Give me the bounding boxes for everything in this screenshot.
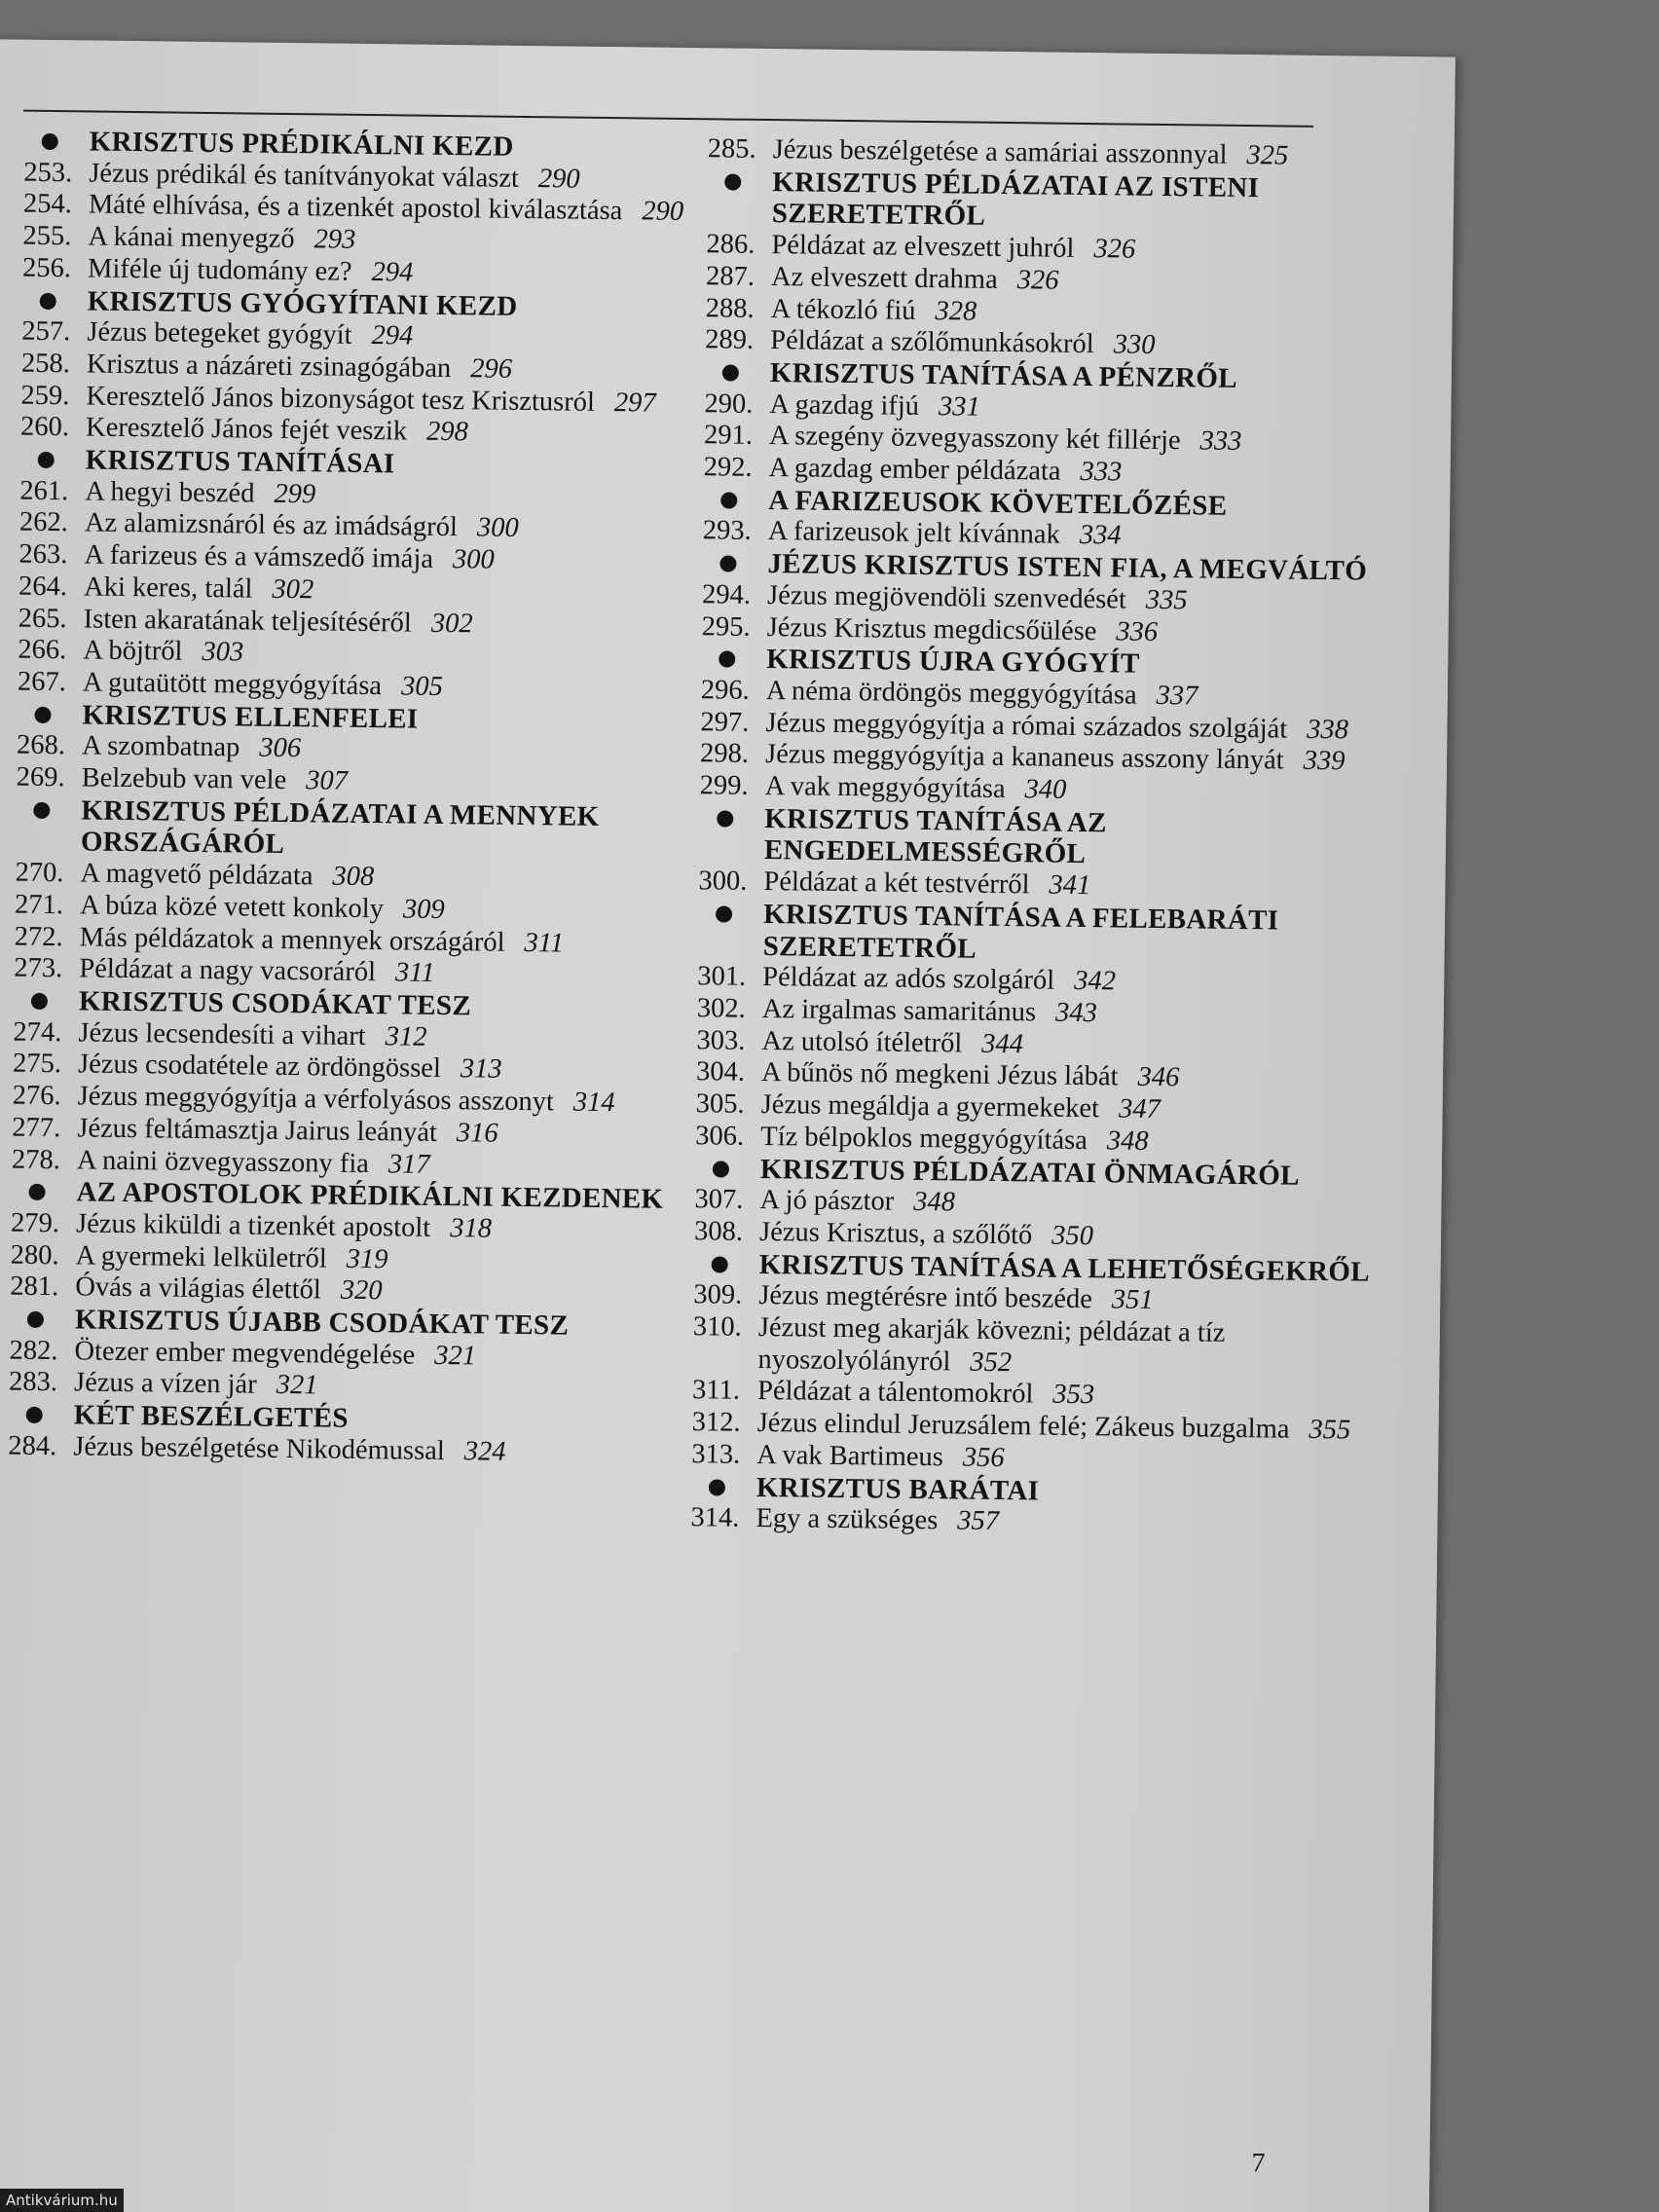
entry-page: 306	[259, 733, 302, 764]
entry-number: 306.	[695, 1120, 745, 1152]
entry-number: 262.	[18, 507, 68, 538]
entry-title: Jézus beszélgetése Nikodémussal	[73, 1431, 445, 1466]
entry-page: 333	[1199, 425, 1242, 458]
entry-number: 265.	[18, 603, 67, 634]
entry-page: 339	[1303, 746, 1346, 777]
entry-page: 312	[385, 1020, 427, 1052]
entry-number: 307.	[694, 1184, 744, 1215]
entry-number: 292.	[703, 452, 753, 483]
entry-title: Más példázatok a mennyek országáról	[79, 922, 505, 958]
entry-title: Krisztus a názáreti zsinagógában	[86, 349, 452, 384]
entry-page: 300	[476, 512, 519, 544]
entry-number: 301.	[697, 961, 747, 993]
entry-page: 352	[970, 1346, 1013, 1378]
entry-title: Keresztelő János bizonyságot tesz Krisztusról	[86, 381, 596, 418]
entry-title: Példázat a két testvérről	[763, 866, 1030, 901]
page-number: 7	[1251, 2148, 1266, 2179]
entry-title: Jézus Krisztus megdicsőülése	[766, 611, 1097, 646]
entry-page: 330	[1113, 329, 1156, 361]
entry-title: Keresztelő János fejét veszik	[85, 412, 408, 447]
entry-page: 290	[537, 163, 580, 195]
entry-title: Jézus megtérésre intő beszéde	[758, 1280, 1093, 1315]
entry-title: Belzebub van vele	[81, 762, 287, 796]
entry-number: 303.	[696, 1024, 746, 1056]
entry-title: A farizeus és a vámszedő imája	[84, 539, 434, 574]
entry-number: 270.	[15, 857, 64, 889]
entry-number: 260.	[19, 411, 70, 443]
entry-title: Példázat a nagy vacsoráról	[79, 953, 377, 988]
entry-title: Példázat az elveszett juhról	[771, 230, 1075, 264]
bullet-icon	[720, 492, 737, 508]
section-title: KRISZTUS PÉLDÁZATAI ÖNMAGÁRÓL	[759, 1153, 1300, 1192]
entry-number: 285.	[707, 133, 756, 165]
entry-page: 342	[1073, 966, 1117, 997]
entry-number: 312.	[691, 1407, 741, 1438]
entry-page: 335	[1145, 584, 1188, 616]
section-title: KRISZTUS ELLENFELEI	[82, 699, 419, 735]
entry-number: 258.	[20, 348, 70, 380]
entry-page: 340	[1024, 774, 1067, 805]
entry-number: 286.	[706, 229, 756, 260]
entry-title: A jó pásztor	[759, 1185, 895, 1217]
entry-page: 317	[387, 1148, 430, 1180]
entry-page: 297	[613, 387, 656, 419]
entry-number: 254.	[22, 189, 72, 220]
entry-number: 308.	[693, 1216, 744, 1247]
section-title: KRISZTUS PRÉDIKÁLNI KEZD	[89, 126, 514, 163]
entry-number: 311.	[691, 1375, 741, 1407]
left-column	[8, 126, 686, 1471]
entry-number: 288.	[705, 292, 755, 324]
entry-number: 284.	[8, 1430, 57, 1462]
entry-page: 324	[463, 1436, 506, 1467]
entry-title: A néma ördöngös meggyógyítása	[765, 675, 1137, 711]
entry-number: 279.	[10, 1207, 60, 1239]
entry-page: 294	[371, 320, 414, 351]
section-heading	[697, 898, 1380, 970]
entry-title: Jézus meggyógyítja a római százados szolgáját	[765, 707, 1288, 745]
bullet-icon	[38, 452, 55, 468]
entry-number: 295.	[701, 610, 751, 643]
bullet-icon	[42, 133, 58, 150]
bullet-icon	[27, 1311, 44, 1328]
entry-title: Jézus feltámasztja Jairus leányát	[77, 1113, 438, 1148]
entry-title: A vak Bartimeus	[756, 1439, 944, 1473]
entry-page: 302	[272, 573, 314, 606]
bullet-icon	[26, 1407, 43, 1423]
entry-title: Óvás a világias élettől	[75, 1272, 321, 1306]
bullet-icon	[724, 173, 741, 190]
entry-number: 291.	[703, 420, 754, 452]
bullet-icon	[716, 905, 732, 922]
entry-number: 268.	[16, 729, 66, 761]
section-title: KRISZTUS PÉLDÁZATAI A MENNYEK ORSZÁGÁRÓL	[80, 794, 600, 861]
bullet-icon	[722, 364, 739, 381]
entry-title: Jézus csodatétele az ördöngössel	[77, 1049, 442, 1085]
section-title: KRISZTUS ÚJABB CSODÁKAT TESZ	[74, 1304, 570, 1342]
entry-number: 294.	[701, 579, 752, 610]
entry-number: 281.	[10, 1271, 59, 1303]
entry-page: 311	[524, 927, 565, 959]
bullet-icon	[28, 1184, 45, 1200]
section-title: KRISZTUS PÉLDÁZATAI AZ ISTENI SZERETETRŐL	[771, 166, 1260, 233]
entry-page: 333	[1080, 456, 1123, 488]
toc-entry	[8, 1430, 670, 1470]
entry-number: 283.	[8, 1367, 58, 1398]
entry-page: 302	[430, 608, 473, 639]
entry-title: A farizeusok jelt kívánnak	[767, 516, 1060, 551]
entry-title: Tíz bélpoklos meggyógyítása	[760, 1121, 1088, 1156]
entry-page: 290	[642, 196, 684, 228]
bullet-icon	[719, 556, 736, 572]
entry-number: 277.	[12, 1112, 61, 1144]
entry-page: 338	[1307, 714, 1349, 745]
bullet-icon	[33, 802, 50, 819]
entry-number: 264.	[18, 571, 68, 603]
entry-number: 300.	[698, 866, 748, 897]
entry-page: 308	[332, 861, 375, 893]
entry-number: 273.	[14, 952, 63, 984]
entry-title: Egy a szükséges	[756, 1503, 939, 1536]
entry-page: 346	[1137, 1062, 1180, 1093]
entry-page: 296	[470, 353, 513, 385]
entry-number: 267.	[17, 666, 66, 698]
entry-number: 275.	[12, 1048, 62, 1080]
entry-number: 296.	[700, 675, 750, 706]
entry-page: 334	[1079, 520, 1122, 551]
entry-page: 314	[572, 1087, 615, 1119]
entry-title: Jézus beszélgetése a samáriai asszonnyal	[772, 134, 1228, 170]
toc-entry	[692, 1311, 1375, 1383]
entry-number: 298.	[699, 738, 750, 770]
entry-page: 326	[1016, 264, 1059, 296]
entry-title: A hegyi beszéd	[85, 476, 255, 509]
entry-title: A böjtről	[83, 635, 183, 667]
entry-page: 351	[1111, 1284, 1154, 1316]
entry-number: 272.	[14, 921, 63, 952]
entry-number: 299.	[699, 770, 749, 801]
entry-page: 356	[962, 1442, 1005, 1473]
header-rule	[23, 110, 1313, 128]
entry-number: 274.	[13, 1016, 62, 1048]
entry-page: 337	[1156, 680, 1198, 712]
entry-page: 331	[938, 390, 980, 423]
section-heading	[16, 793, 679, 866]
section-title: KRISZTUS CSODÁKAT TESZ	[78, 985, 472, 1022]
entry-title: Példázat a szőlőmunkásokról	[770, 325, 1094, 360]
entry-page: 303	[202, 637, 244, 668]
entry-number: 280.	[10, 1239, 59, 1271]
entry-number: 290.	[704, 387, 754, 420]
entry-page: 344	[981, 1028, 1024, 1059]
section-heading	[707, 166, 1389, 238]
entry-page: 321	[434, 1340, 477, 1372]
entry-page: 326	[1093, 234, 1136, 265]
section-title: KRISZTUS TANÍTÁSA A FELEBARÁTI SZERETETRŐL	[762, 898, 1279, 965]
section-title: KÉT BESZÉLGETÉS	[73, 1399, 349, 1434]
entry-page: 343	[1054, 997, 1098, 1029]
entry-page: 313	[460, 1053, 502, 1086]
entry-title: Miféle új tudomány ez?	[87, 253, 352, 287]
entry-title: Példázat a tálentomokról	[756, 1376, 1034, 1410]
bullet-icon	[717, 810, 733, 827]
entry-page: 353	[1052, 1380, 1095, 1411]
entry-title: A naini özvegyasszony fia	[76, 1144, 370, 1179]
section-title: AZ APOSTOLOK PRÉDIKÁLNI KEZDENEK	[76, 1176, 664, 1215]
entry-title: Isten akaratának teljesítéséről	[83, 604, 412, 639]
entry-number: 314.	[690, 1502, 740, 1533]
entry-page: 347	[1118, 1093, 1161, 1125]
bullet-icon	[34, 707, 51, 723]
entry-title: Jézus meggyógyítja a vérfolyásos asszonyt	[77, 1081, 555, 1118]
section-heading	[699, 802, 1382, 874]
entry-title: A magvető példázata	[80, 858, 313, 892]
entry-title: Az alamizsnáról és az imádságról	[84, 507, 459, 543]
entry-number: 309.	[693, 1279, 743, 1311]
entry-title: A kánai menyegző	[88, 221, 295, 255]
entry-title: Jézus a vízen jár	[73, 1367, 257, 1401]
entry-number: 255.	[22, 220, 72, 252]
entry-page: 350	[1051, 1220, 1094, 1252]
entry-page: 318	[450, 1213, 493, 1244]
entry-title: Jézus megáldja a gyermekeket	[760, 1089, 1100, 1124]
entry-page: 307	[306, 765, 349, 796]
entry-number: 313.	[691, 1438, 741, 1470]
entry-page: 305	[400, 671, 443, 702]
entry-number: 304.	[695, 1056, 746, 1088]
entry-number: 289.	[705, 324, 755, 356]
entry-title: Jézus betegeket gyógyít	[87, 316, 352, 351]
entry-page: 300	[452, 544, 495, 575]
section-title: JÉZUS KRISZTUS ISTEN FIA, A MEGVÁLTÓ	[767, 548, 1368, 587]
entry-number: 253.	[23, 157, 73, 188]
bullet-icon	[713, 1161, 729, 1177]
bullet-icon	[719, 651, 735, 668]
bullet-icon	[709, 1479, 725, 1495]
section-title: KRISZTUS TANÍTÁSA A LEHETŐSÉGEKRŐL	[758, 1248, 1371, 1288]
entry-page: 328	[935, 295, 977, 327]
entry-page: 320	[340, 1275, 383, 1307]
entry-page: 348	[1106, 1125, 1149, 1157]
entry-page: 321	[276, 1370, 318, 1401]
entry-number: 266.	[18, 634, 67, 666]
entry-number: 257.	[21, 315, 71, 348]
entry-number: 287.	[705, 261, 756, 292]
bullet-icon	[712, 1256, 728, 1272]
entry-title: Az irgalmas samaritánus	[761, 993, 1037, 1028]
entry-number: 256.	[21, 252, 72, 284]
entry-title: Ötezer ember megvendégelése	[74, 1336, 416, 1371]
entry-page: 348	[913, 1187, 956, 1218]
entry-number: 269.	[16, 761, 65, 793]
entry-number: 302.	[696, 993, 746, 1024]
entry-number: 305.	[695, 1088, 745, 1120]
entry-number: 293.	[702, 515, 752, 547]
entry-title: Jézus meggyógyítja a kananeus asszony lányát	[764, 739, 1284, 776]
entry-title: Az utolsó ítéletről	[761, 1025, 963, 1059]
entry-page: 298	[425, 417, 469, 448]
entry-page: 311	[394, 957, 435, 989]
right-column	[690, 133, 1389, 1542]
entry-number: 282.	[9, 1335, 58, 1366]
entry-title: A gazdag ember példázata	[768, 453, 1061, 487]
entry-title: A szegény özvegyasszony két fillérje	[768, 421, 1181, 457]
section-title: KRISZTUS TANÍTÁSAI	[85, 444, 395, 480]
entry-number: 259.	[20, 380, 70, 411]
watermark: Antikvárium.hu	[0, 2189, 124, 2212]
section-title: KRISZTUS TANÍTÁSA A PÉNZRŐL	[769, 356, 1238, 394]
entry-title: Jézus prédikál és tanítványokat választ	[89, 158, 520, 194]
entry-title: Jézus Krisztus, a szőlőtő	[758, 1216, 1033, 1251]
entry-number: 297.	[700, 706, 750, 738]
entry-title: Jézust meg akarják kövezni; példázat a tíz nyoszolyólányról	[757, 1311, 1226, 1378]
entry-title: Példázat az adós szolgáról	[762, 962, 1055, 996]
bullet-icon	[31, 993, 48, 1010]
bullet-icon	[40, 292, 56, 309]
entry-title: A búza közé vetett konkoly	[79, 890, 385, 925]
section-title: KRISZTUS GYÓGYÍTANI KEZD	[87, 284, 518, 322]
section-title: A FARIZEUSOK KÖVETELŐZÉSE	[768, 484, 1228, 522]
entry-title: A tékozló fiú	[770, 293, 916, 326]
entry-page: 319	[346, 1243, 388, 1274]
entry-title: A szombatnap	[81, 730, 240, 763]
entry-title: Jézus megjövendöli szenvedését	[766, 579, 1127, 615]
entry-number: 278.	[11, 1144, 61, 1175]
entry-number: 263.	[18, 538, 68, 571]
entry-page: 325	[1246, 140, 1289, 171]
entry-number: 310.	[692, 1311, 742, 1343]
entry-page: 309	[402, 894, 445, 925]
book-page	[0, 39, 1456, 2212]
entry-title: A gazdag ifjú	[769, 388, 920, 422]
entry-number: 261.	[19, 475, 69, 506]
entry-title: Az elveszett drahma	[770, 261, 998, 295]
entry-title: Aki keres, talál	[83, 571, 253, 605]
entry-number: 271.	[14, 889, 64, 921]
entry-page: 293	[313, 224, 356, 255]
entry-page: 355	[1309, 1415, 1351, 1446]
entry-page: 357	[957, 1505, 1000, 1537]
section-title: KRISZTUS BARÁTAI	[756, 1471, 1040, 1507]
entry-title: A gutaütött meggyógyítása	[82, 667, 383, 702]
section-title: KRISZTUS ÚJRA GYÓGYÍT	[766, 644, 1140, 680]
entry-page: 341	[1049, 869, 1091, 902]
entry-title: Jézus elindul Jeruzsálem felé; Zákeus buzgalma	[756, 1408, 1290, 1445]
entry-title: Jézus kiküldi a tizenkét apostolt	[75, 1208, 431, 1243]
entry-page: 299	[274, 478, 316, 510]
entry-title: Jézus lecsendesíti a vihart	[78, 1017, 366, 1051]
entry-number: 276.	[12, 1080, 61, 1112]
entry-title: A gyermeki lelkületről	[75, 1240, 327, 1274]
section-title: KRISZTUS TANÍTÁSA AZ ENGEDELMESSÉGRŐL	[763, 802, 1107, 870]
entry-title: A bűnös nő megkeni Jézus lábát	[760, 1057, 1119, 1092]
entry-title: A vak meggyógyítása	[764, 771, 1006, 805]
entry-page: 336	[1116, 615, 1159, 647]
entry-page: 294	[371, 256, 414, 288]
entry-page: 316	[456, 1117, 498, 1149]
entry-title: Máté elhívása, és a tizenkét apostol kiválasztása	[88, 189, 623, 227]
